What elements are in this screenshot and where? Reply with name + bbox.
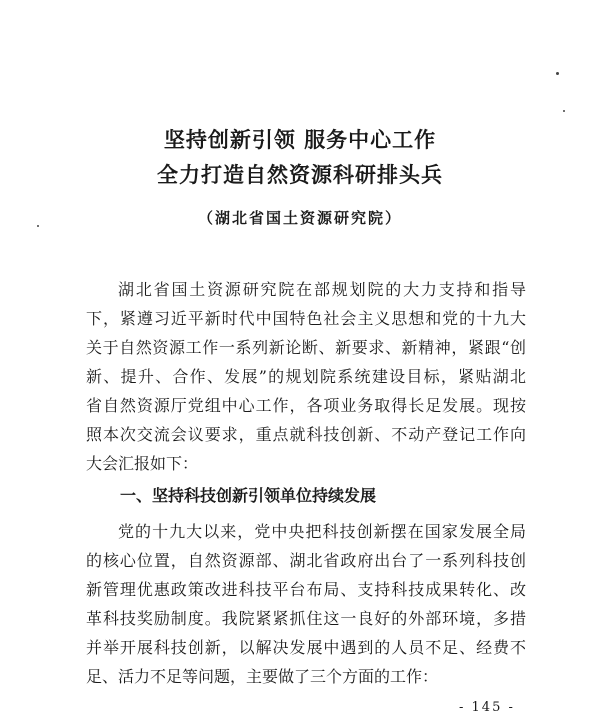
scan-speck (563, 110, 565, 112)
paragraph-line: 新、提升、合作、发展”的规划院系统建设目标，紧贴湖北 (86, 367, 526, 386)
scan-speck (556, 72, 559, 75)
paragraph-line: 党的十九大以来，党中央把科技创新摆在国家发展全局 (118, 522, 526, 541)
title-line-1: 坚持创新引领 服务中心工作 (163, 128, 437, 152)
scan-speck (37, 225, 39, 227)
paragraph-line: 足、活力不足等问题，主要做了三个方面的工作： (86, 667, 439, 686)
paragraph-line: 大会汇报如下： (86, 454, 199, 473)
organization-byline: （湖北省国土资源研究院） (197, 209, 402, 227)
paragraph-line: 湖北省国土资源研究院在部规划院的大力支持和指导 (118, 280, 526, 299)
section-paragraph (86, 517, 526, 691)
paragraph-line: 革科技奖励制度。我院紧紧抓住这一良好的外部环境，多措 (86, 609, 526, 628)
paragraph-line: 并举开展科技创新，以解决发展中遇到的人员不足、经费不 (86, 638, 526, 657)
page-number: - 145 - (459, 700, 515, 715)
title-line-2: 全力打造自然资源科研排头兵 (157, 163, 443, 187)
paragraph-line: 的核心位置，自然资源部、湖北省政府出台了一系列科技创 (86, 551, 526, 570)
paragraph-line: 下，紧遵习近平新时代中国特色社会主义思想和党的十九大 (86, 309, 526, 328)
intro-paragraph (86, 275, 526, 478)
paragraph-line: 关于自然资源工作一系列新论断、新要求、新精神，紧跟“创 (86, 338, 526, 357)
paragraph-line: 新管理优惠政策改进科技平台布局、支持科技成果转化、改 (86, 580, 526, 599)
paragraph-line: 省自然资源厅党组中心工作，各项业务取得长足发展。现按 (86, 396, 526, 415)
section-heading: 一、坚持科技创新引领单位持续发展 (120, 486, 377, 505)
paragraph-line: 照本次交流会议要求，重点就科技创新、不动产登记工作向 (86, 425, 526, 444)
